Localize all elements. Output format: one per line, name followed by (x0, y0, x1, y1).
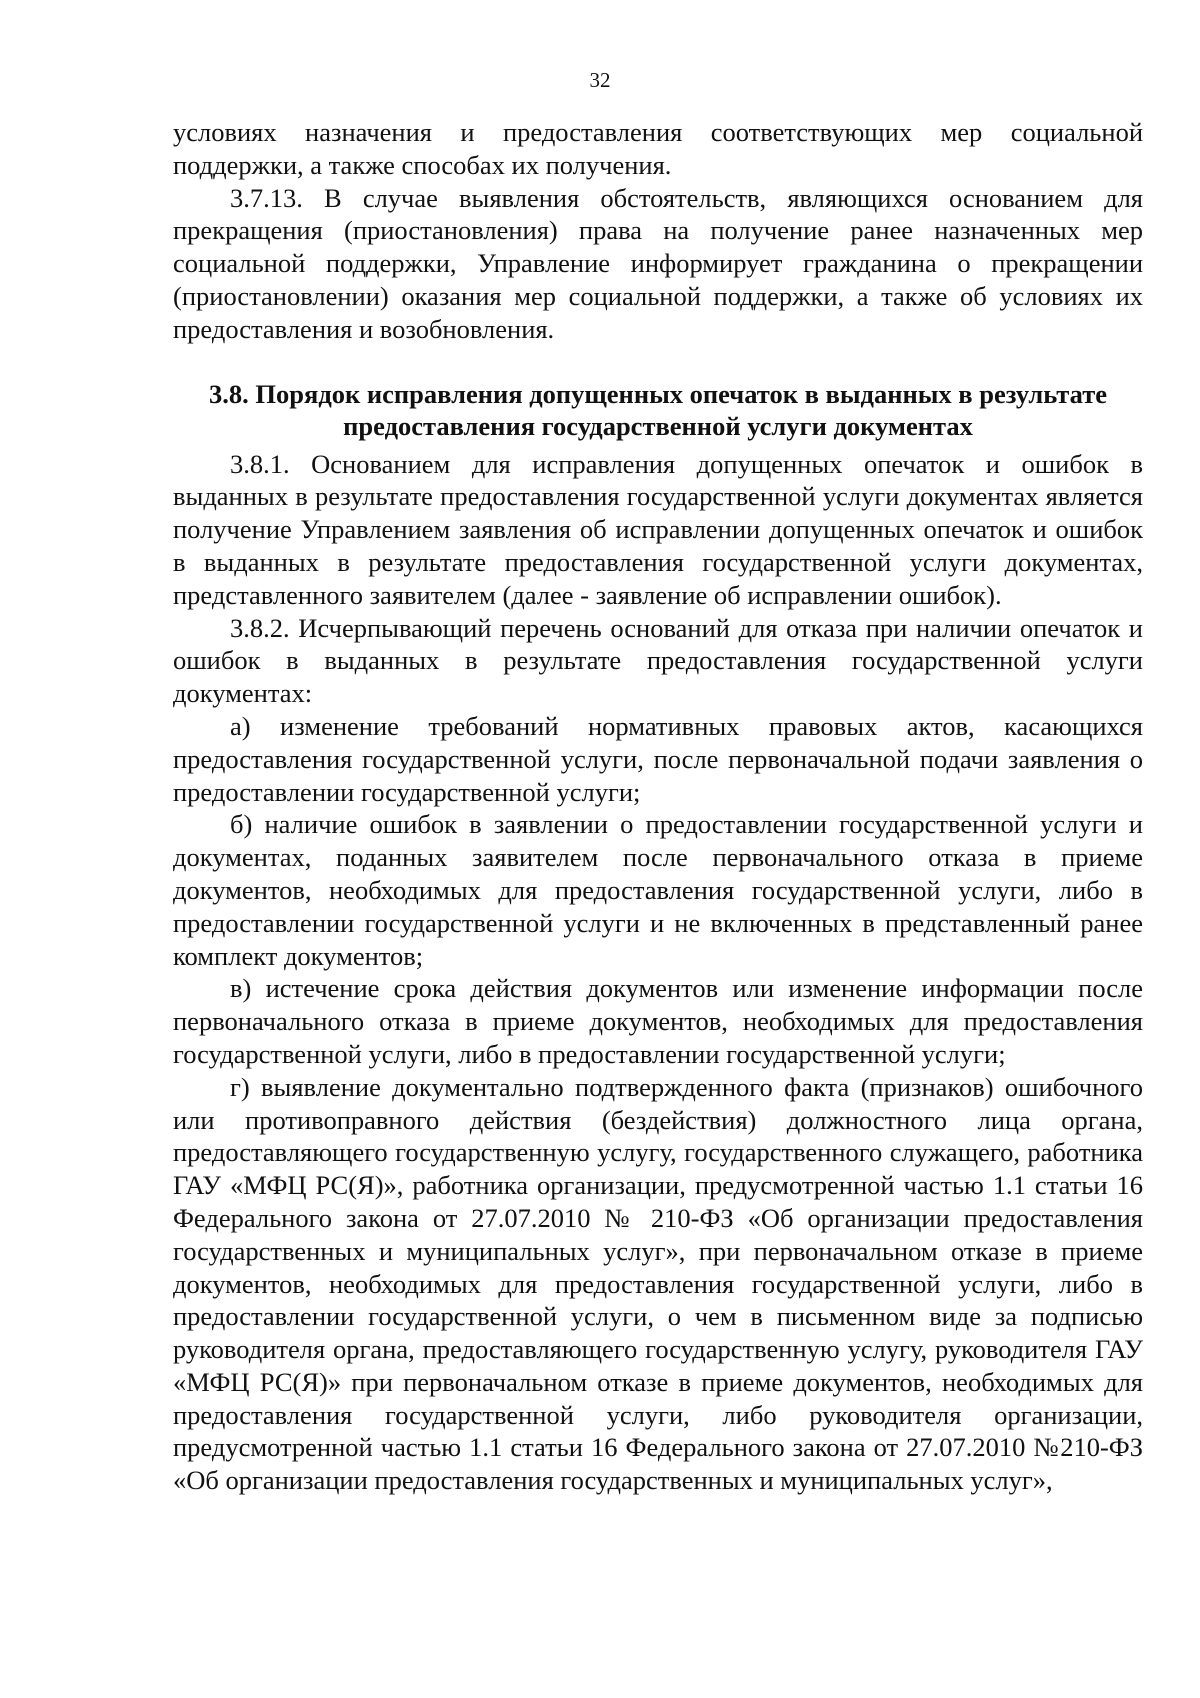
page-number: 32 (589, 68, 611, 92)
paragraph-3-7-13: 3.7.13. В случае выявления обстоятельств, являющихся основанием для прекращения (приостановления) права на получение ранее назначенных мер социальной поддержки, Управление информирует гражданина о прекращении (приостановлении) оказания мер социальной поддержки, а также об условиях их предоставления и возобновления. (173, 182, 1143, 344)
list-item-g: г) выявление документально подтвержденного факта (признаков) ошибочного или противоправного действия (бездействия) должностного лица органа, предоставляющего государственную услугу, государственного служащего, работника ГАУ «МФЦ РС(Я)», работника организации, предусмотренной частью 1.1 статьи 16 Федерального закона от 27.07.2010 № 210-ФЗ «Об организации предоставления государственных и муниципальных услуг», при первоначальном отказе в приеме документов, необходимых для предоставления государственной услуги, либо в предоставлении государственной услуги, о чем в письменном виде за подписью руководителя органа, предоставляющего государственную услугу, руководителя ГАУ «МФЦ РС(Я)» при первоначальном отказе в приеме документов, необходимых для предоставления государственной услуги, либо руководителя организации, предусмотренной частью 1.1 статьи 16 Федерального закона от 27.07.2010 №210-ФЗ «Об организации предоставления государственных и муниципальных услуг», (173, 1071, 1143, 1496)
paragraph-3-8-1: 3.8.1. Основанием для исправления допущенных опечаток и ошибок в выданных в результате предоставления государственной услуги документах является получение Управлением заявления об исправлении допущенных опечаток и ошибок в выданных в результате предоставления государственной услуги документах, представленного заявителем (далее - заявление об исправлении ошибок). (173, 448, 1143, 610)
list-item-b: б) наличие ошибок в заявлении о предоставлении государственной услуги и документах, поданных заявителем после первоначального отказа в приеме документов, необходимых для предоставления государственной услуги, либо в предоставлении государственной услуги и не включенных в представленный ранее комплект документов; (173, 809, 1143, 971)
paragraph-continuation: условиях назначения и предоставления соответствующих мер социальной поддержки, а также способах их получения. (173, 117, 1143, 180)
document-body (173, 116, 1143, 1497)
list-item-a: а) изменение требований нормативных правовых актов, касающихся предоставления государственной услуги, после первоначальной подачи заявления о предоставлении государственной услуги; (173, 710, 1143, 807)
paragraph-3-8-2: 3.8.2. Исчерпывающий перечень оснований для отказа при наличии опечаток и ошибок в выданных в результате предоставления государственной услуги документах: (173, 612, 1143, 709)
section-heading-3-8: 3.8. Порядок исправления допущенных опечаток в выданных в результате предоставления государственной услуги документах (209, 378, 1107, 441)
list-item-v: в) истечение срока действия документов или изменение информации после первоначального отказа в приеме документов, необходимых для предоставления государственной услуги, либо в предоставлении государственной услуги; (173, 973, 1143, 1069)
